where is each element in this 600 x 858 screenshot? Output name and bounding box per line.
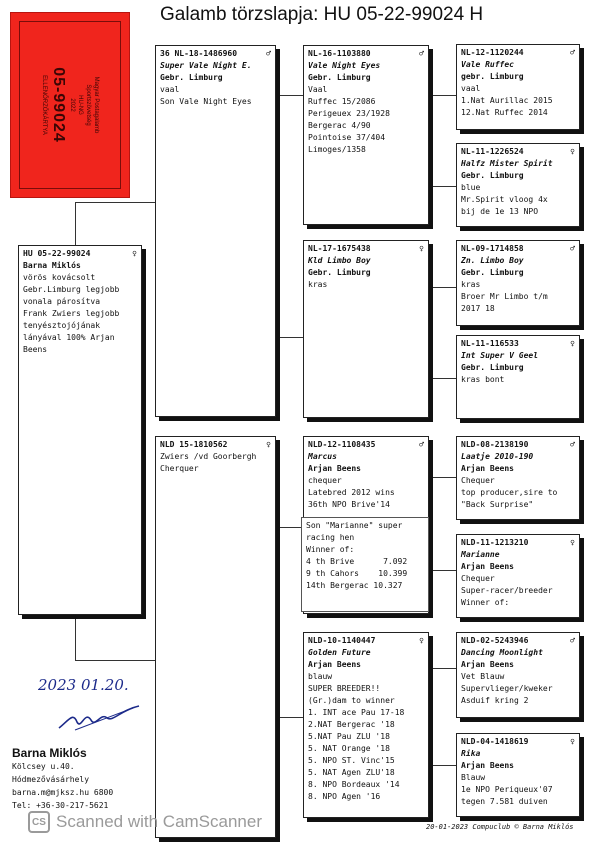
pigeon-name: Super Vale Night E.	[160, 61, 252, 70]
connector-line	[429, 765, 456, 766]
info-line: Broer Mr Limbo t/m	[461, 292, 548, 301]
scanner-watermark	[28, 811, 262, 833]
info-line: Blauw	[461, 773, 486, 782]
footer-credit: 20-01-2023 Compuclub © Barna Miklós	[426, 823, 574, 831]
pigeon-name: Laatje 2010-190	[461, 452, 534, 461]
ring-number: NL-16-1103880	[308, 49, 371, 58]
sex-symbol: ♀	[419, 636, 424, 645]
sss-card	[456, 44, 580, 130]
camscanner-icon: CS	[28, 811, 50, 833]
ring-header	[461, 537, 575, 549]
connector-line	[429, 95, 456, 96]
info-line: 9 th Cahors 10.399	[306, 569, 408, 578]
info-line: tenyésztojójának	[23, 321, 101, 330]
pigeon-name: Zn. Limbo Boy	[461, 256, 524, 265]
breeder-name: Gebr. Limburg	[461, 171, 524, 180]
pigeon-name: Golden Future	[308, 648, 371, 657]
scanner-text: Scanned with CamScanner	[56, 812, 263, 831]
pigeon-name: Vale Night Eyes	[308, 61, 381, 70]
owner-name: Barna Miklós	[23, 261, 81, 270]
info-line: Chequer	[461, 476, 495, 485]
info-line: Winner of:	[461, 598, 510, 607]
ring-header	[461, 338, 575, 350]
info-line: Bergerac 4/90	[308, 121, 371, 130]
sire-dam-card	[303, 240, 429, 418]
connector-line	[75, 615, 76, 660]
connector-line	[429, 378, 456, 379]
sex-symbol: ♀	[570, 737, 575, 746]
info-line: chequer	[308, 476, 342, 485]
info-line: 8. NPO Agen '16	[308, 792, 381, 801]
info-line: Asduif kring 2	[461, 696, 529, 705]
info-line: Zwiers /vd Goorbergh	[160, 452, 257, 461]
ring-header	[461, 243, 575, 255]
dam-dam-card	[303, 632, 429, 818]
info-line: Ruffec 15/2086	[308, 97, 376, 106]
handwritten-date: 2023 01.20.	[38, 676, 129, 694]
signature	[55, 700, 145, 734]
dds-card	[456, 632, 580, 718]
address-line: Hódmezővásárhely	[12, 775, 90, 784]
info-line: bij de 1e 13 NPO	[461, 207, 539, 216]
dam-card	[155, 436, 276, 838]
info-line: Limoges/1358	[308, 145, 366, 154]
ring-header	[461, 736, 575, 748]
info-line: 5.NAT Pau ZLU '18	[308, 732, 390, 741]
info-line: 5. NAT Orange '18	[308, 744, 390, 753]
address-line: Kölcsey u.40.	[12, 762, 75, 771]
info-line: 1.Nat Aurillac 2015	[461, 96, 553, 105]
address-line: barna.m@mjksz.hu 6800	[12, 788, 114, 797]
info-line: 14th Bergerac 10.327	[306, 581, 403, 590]
breeder-name: Gebr. Limburg	[308, 73, 371, 82]
connector-line	[75, 202, 155, 203]
connector-line	[75, 202, 76, 245]
info-line: Gebr.Limburg legjobb	[23, 285, 120, 294]
info-line: 4 th Brive 7.092	[306, 557, 408, 566]
ring-header	[308, 635, 424, 647]
sdd-card	[456, 335, 580, 419]
breeder-name: Gebr. Limburg	[160, 73, 223, 82]
info-line: Cherquer	[160, 464, 199, 473]
ring-number: NLD 15-1810562	[160, 440, 228, 449]
sex-symbol: ♂	[419, 440, 424, 449]
sex-symbol: ♂	[266, 49, 271, 58]
pigeon-name: Kld Limbo Boy	[308, 256, 371, 265]
sex-symbol: ♀	[266, 440, 271, 449]
stamp-text	[40, 67, 100, 143]
ring-number: NLD-08-2138190	[461, 440, 529, 449]
sex-symbol: ♂	[570, 440, 575, 449]
info-line: blue	[461, 183, 481, 192]
sex-symbol: ♂	[570, 48, 575, 57]
breeder-name: Arjan Beens	[461, 562, 514, 571]
stamp-frame	[19, 21, 121, 189]
stamp-line: 2022	[69, 98, 75, 112]
info-line: Supervlieger/kweker	[461, 684, 553, 693]
ring-header	[308, 48, 424, 60]
control-card-stamp	[10, 12, 130, 198]
ring-header	[461, 146, 575, 158]
ring-header	[308, 243, 424, 255]
pigeon-name: Marcus	[308, 452, 337, 461]
sex-symbol: ♀	[570, 538, 575, 547]
stamp-ring-number: 05-99024	[50, 67, 67, 143]
info-line: vonala párosítva	[23, 297, 101, 306]
sex-symbol: ♀	[132, 249, 137, 258]
dsd-card	[456, 534, 580, 618]
info-line: Super-racer/breeder	[461, 586, 553, 595]
info-line: vaal	[160, 85, 180, 94]
info-line: kras	[308, 280, 328, 289]
address-line: Tel: +36-30-217-5621	[12, 801, 109, 810]
info-line: Vaal	[308, 85, 328, 94]
ddd-card	[456, 733, 580, 817]
info-line: vaal	[461, 84, 481, 93]
ssd-card	[456, 143, 580, 227]
info-line: Chequer	[461, 574, 495, 583]
connector-line	[276, 337, 303, 338]
ring-number: 36 NL-18-1486960	[160, 49, 238, 58]
info-line: Frank Zwiers legjobb	[23, 309, 120, 318]
sds-card	[456, 240, 580, 326]
sire-card	[155, 45, 276, 417]
info-line: lányával 100% Arjan	[23, 333, 115, 342]
pigeon-name: Dancing Moonlight	[461, 648, 543, 657]
breeder-name: Arjan Beens	[308, 464, 361, 473]
ring-number: NLD-10-1140447	[308, 636, 376, 645]
ring-number: NL-11-1226524	[461, 147, 524, 156]
info-line: "Back Surprise"	[461, 500, 534, 509]
ring-header	[461, 439, 575, 451]
info-line: 5. NAT Agen ZLU'18	[308, 768, 395, 777]
ring-number: NL-11-116533	[461, 339, 519, 348]
ring-number: NL-12-1120244	[461, 48, 524, 57]
info-line: Pointoise 37/404	[308, 133, 386, 142]
sex-symbol: ♂	[570, 244, 575, 253]
info-line: blauw	[308, 672, 333, 681]
breeder-name: Gebr. Limburg	[308, 268, 371, 277]
info-line: top producer,sire to	[461, 488, 558, 497]
stamp-line: Sportszövetség	[85, 84, 91, 126]
sex-symbol: ♂	[419, 49, 424, 58]
stamp-line: HU-NG	[77, 95, 83, 115]
connector-line	[429, 477, 456, 478]
info-line: 2017 18	[461, 304, 495, 313]
info-line: Latebred 2012 wins	[308, 488, 395, 497]
info-line: racing hen	[306, 533, 355, 542]
ring-number: NL-17-1675438	[308, 244, 371, 253]
breeder-name: gebr. Limburg	[461, 72, 524, 81]
subject-pigeon-card	[18, 245, 142, 615]
breeder-name: Arjan Beens	[308, 660, 361, 669]
info-line: 1e NPO Periqueux'07	[461, 785, 553, 794]
owner-address	[12, 747, 113, 812]
info-line: kras bont	[461, 375, 505, 384]
connector-line	[429, 186, 456, 187]
dam-sire-note	[301, 517, 429, 612]
info-line: vörös kovácsolt	[23, 273, 96, 282]
info-line: Son Vale Night Eyes	[160, 97, 252, 106]
connector-line	[429, 287, 456, 288]
pigeon-name: Int Super V Geel	[461, 351, 539, 360]
breeder-name: Arjan Beens	[461, 464, 514, 473]
info-line: 1. INT ace Pau 17-18	[308, 708, 405, 717]
sex-symbol: ♀	[570, 339, 575, 348]
breeder-name: Arjan Beens	[461, 761, 514, 770]
sex-symbol: ♂	[570, 636, 575, 645]
info-line: kras	[461, 280, 481, 289]
pigeon-name: Vale Ruffec	[461, 60, 514, 69]
stamp-line: ELLENŐRZŐKÁRTYA	[41, 75, 47, 135]
sex-symbol: ♀	[570, 147, 575, 156]
stamp-line: Magyar Postagalamb	[93, 76, 99, 134]
info-line: tegen 7.581 duiven	[461, 797, 548, 806]
sex-symbol: ♀	[419, 244, 424, 253]
ring-number: NLD-12-1108435	[308, 440, 376, 449]
ring-number: NL-09-1714858	[461, 244, 524, 253]
page-title: Galamb törzslapja: HU 05-22-99024 H	[160, 4, 484, 25]
ring-header	[461, 47, 575, 59]
pigeon-name: Halfz Mister Spirit	[461, 159, 553, 168]
ring-number: NLD-11-1213210	[461, 538, 529, 547]
info-line: Beens	[23, 345, 48, 354]
sire-sire-card	[303, 45, 429, 225]
ring-header	[160, 48, 271, 60]
info-line: Son "Marianne" super	[306, 521, 403, 530]
ring-header	[461, 635, 575, 647]
info-line: Winner of:	[306, 545, 355, 554]
pigeon-name: Rika	[461, 749, 481, 758]
info-line: SUPER BREEDER!!	[308, 684, 381, 693]
info-line: Perigeuex 23/1928	[308, 109, 390, 118]
connector-line	[429, 668, 456, 669]
ring-header	[23, 248, 137, 260]
info-line: (Gr.)dam to winner	[308, 696, 395, 705]
connector-line	[276, 95, 303, 96]
info-line: 5. NPO ST. Vinc'15	[308, 756, 395, 765]
owner-name: Barna Miklós	[12, 746, 87, 760]
ring-header	[308, 439, 424, 451]
breeder-name: Gebr. Limburg	[461, 363, 524, 372]
info-line: 8. NPO Bordeaux '14	[308, 780, 400, 789]
breeder-name: Gebr. Limburg	[461, 268, 524, 277]
connector-line	[429, 570, 456, 571]
ring-number: NLD-02-5243946	[461, 636, 529, 645]
dss-card	[456, 436, 580, 520]
info-line: 36th NPO Brive'14	[308, 500, 390, 509]
connector-line	[75, 660, 155, 661]
info-line: 12.Nat Ruffec 2014	[461, 108, 548, 117]
ring-number: NLD-04-1418619	[461, 737, 529, 746]
connector-line	[276, 717, 303, 718]
info-line: Mr.Spirit vloog 4x	[461, 195, 548, 204]
info-line: Vet Blauw	[461, 672, 505, 681]
pigeon-name: Marianne	[461, 550, 500, 559]
ring-header	[160, 439, 271, 451]
ring-number: HU 05-22-99024	[23, 249, 91, 258]
breeder-name: Arjan Beens	[461, 660, 514, 669]
info-line: 2.NAT Bergerac '18	[308, 720, 395, 729]
connector-line	[276, 527, 303, 528]
